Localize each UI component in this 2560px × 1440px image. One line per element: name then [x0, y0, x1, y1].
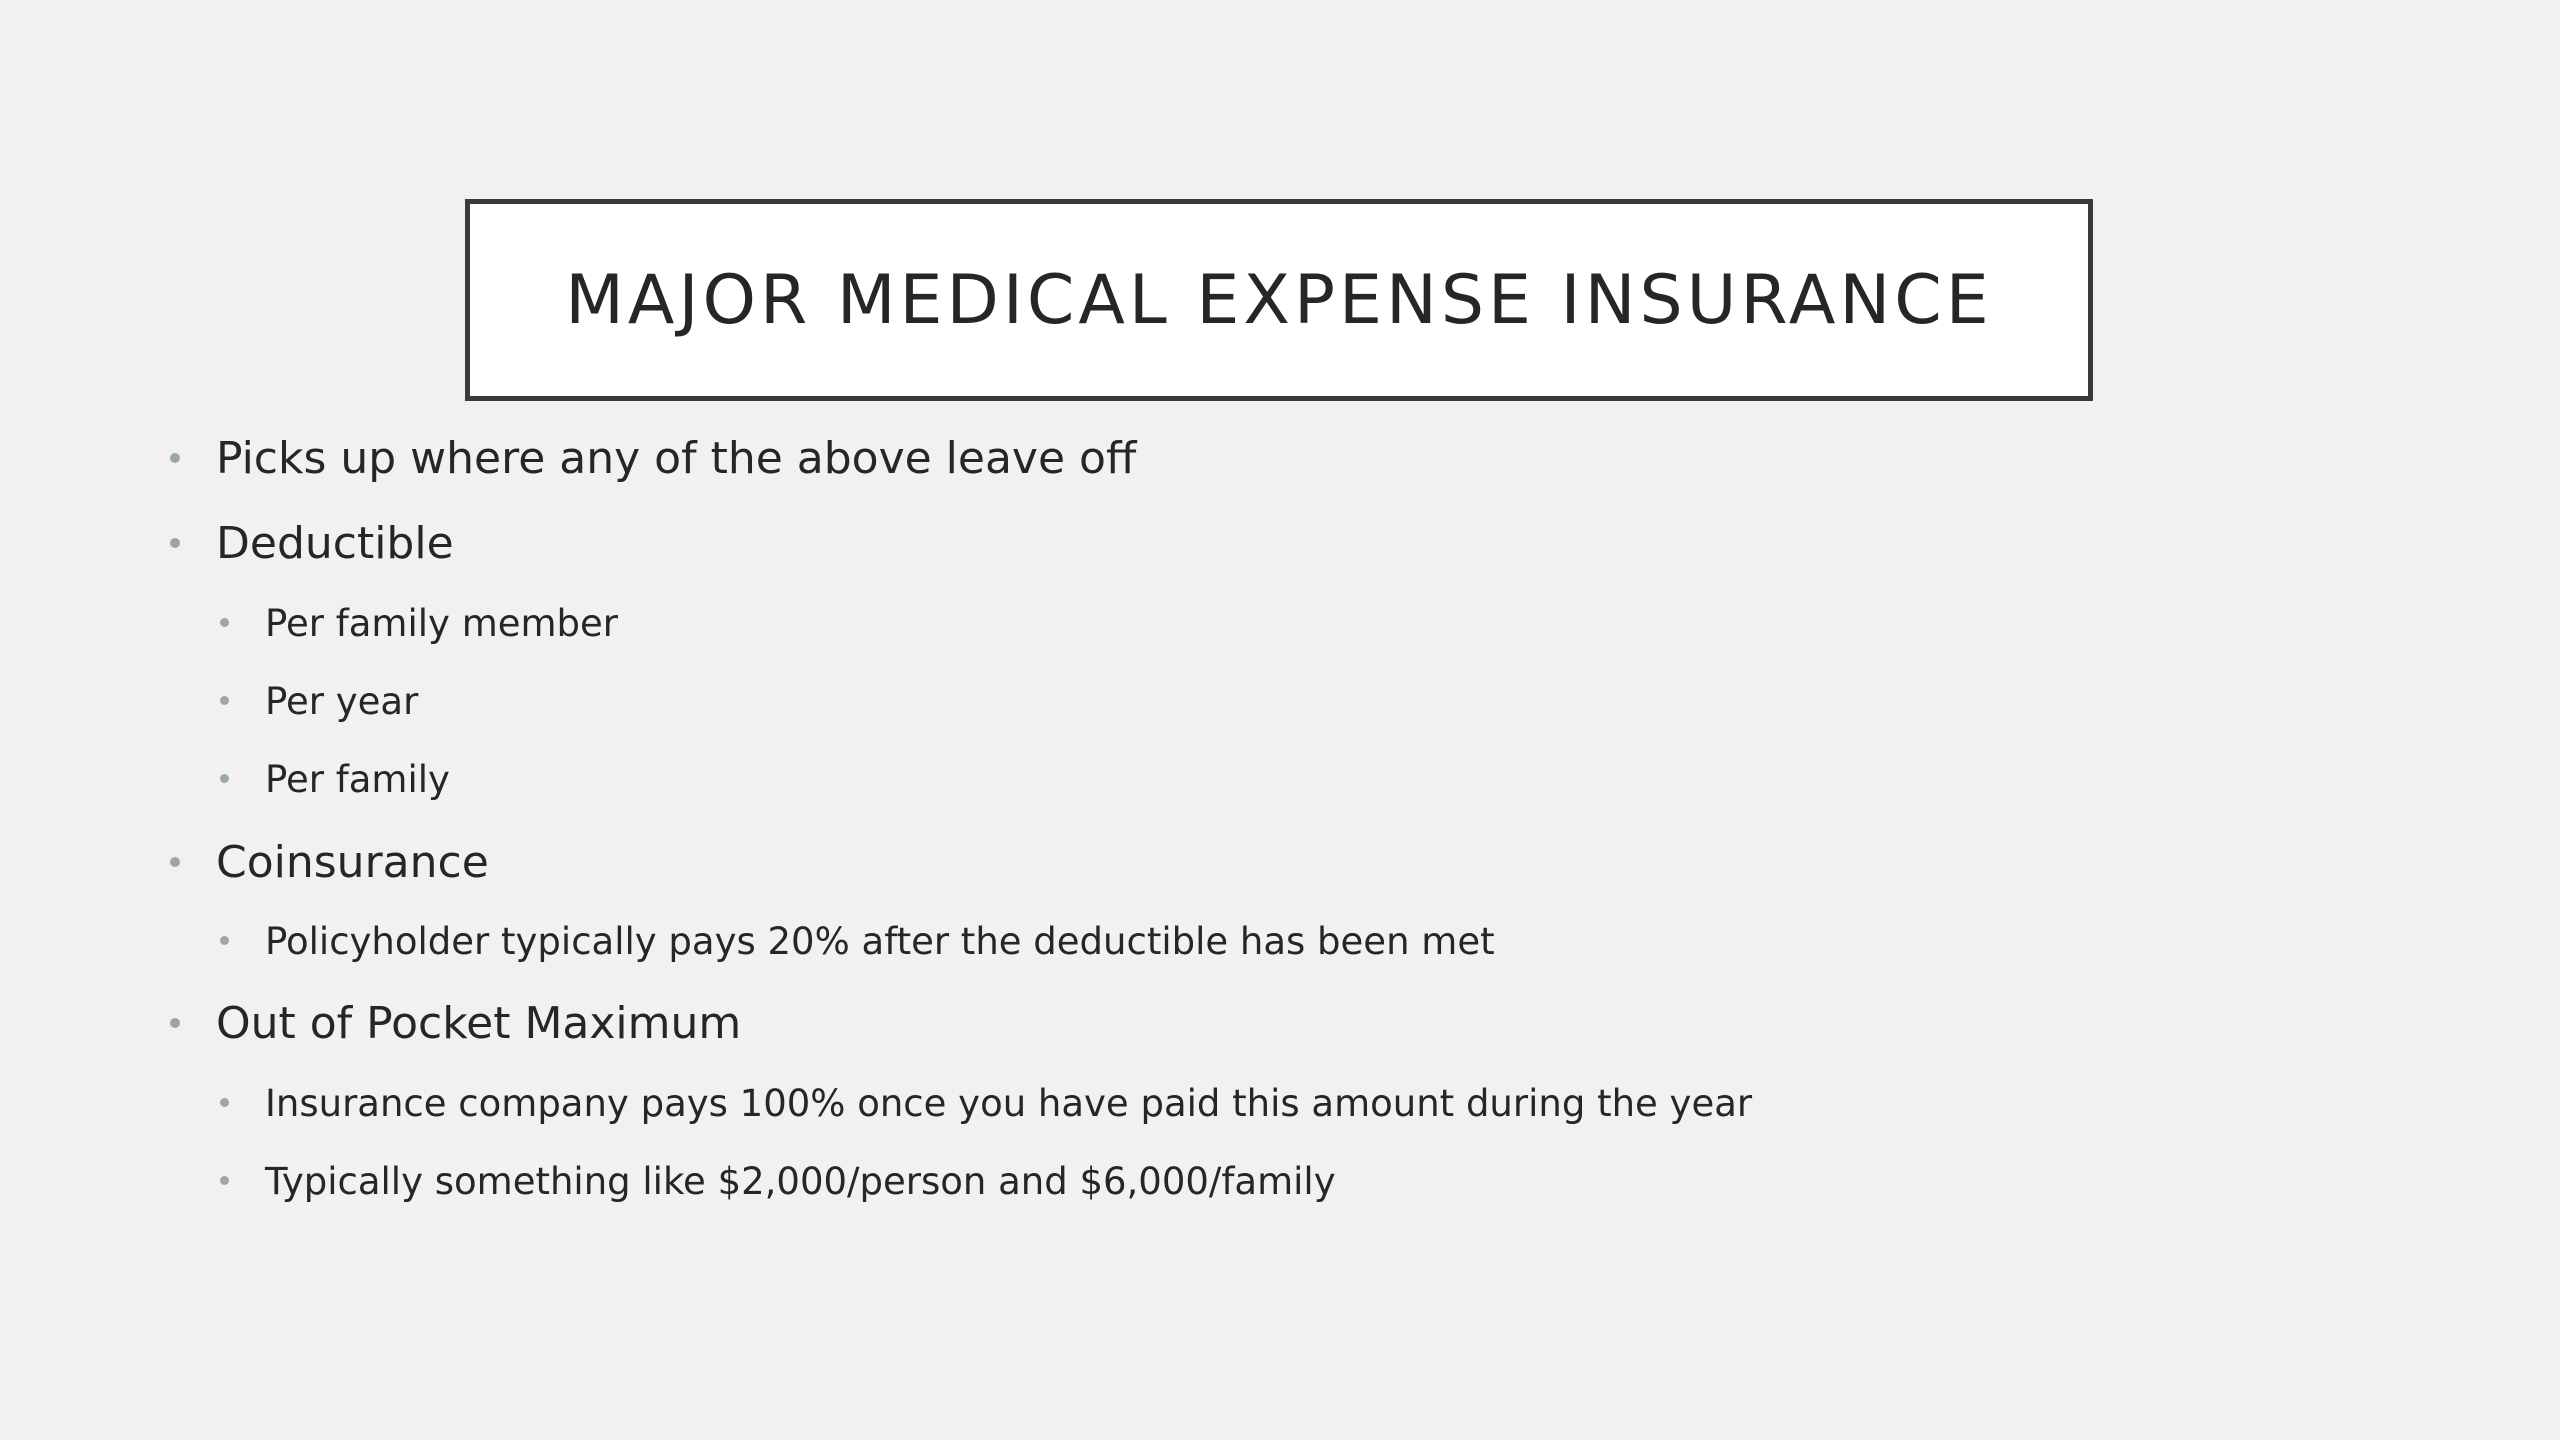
bullet-text: Typically something like $2,000/person and $6,000/family — [265, 1159, 1336, 1203]
sub-bullet-item — [265, 914, 1495, 968]
bullet-dot-icon — [220, 774, 229, 783]
bullet-text: Per family member — [265, 601, 618, 645]
bullet-dot-icon — [220, 618, 229, 627]
sub-bullet-item — [265, 1076, 1752, 1130]
bullet-dot-icon — [220, 1176, 229, 1185]
bullet-item — [216, 428, 1136, 488]
bullet-dot-icon — [220, 936, 229, 945]
bullet-item — [216, 993, 741, 1053]
bullet-dot-icon — [170, 538, 180, 548]
bullet-text: Picks up where any of the above leave off — [216, 432, 1137, 484]
bullet-dot-icon — [170, 857, 180, 867]
slide-title: MAJOR MEDICAL EXPENSE INSURANCE — [565, 260, 1993, 340]
bullet-item — [216, 513, 454, 573]
bullet-text: Per family — [265, 757, 450, 801]
bullet-dot-icon — [170, 453, 180, 463]
sub-bullet-item — [265, 596, 618, 650]
bullet-dot-icon — [170, 1018, 180, 1028]
sub-bullet-item — [265, 674, 418, 728]
bullet-text: Per year — [265, 679, 419, 723]
bullet-dot-icon — [220, 1098, 229, 1107]
bullet-text: Deductible — [216, 517, 454, 569]
bullet-text: Policyholder typically pays 20% after the deductible has been met — [265, 919, 1495, 963]
bullet-dot-icon — [220, 696, 229, 705]
bullet-text: Coinsurance — [216, 836, 489, 888]
sub-bullet-item — [265, 1154, 1336, 1208]
bullet-item — [216, 832, 489, 892]
sub-bullet-item — [265, 752, 450, 806]
bullet-text: Out of Pocket Maximum — [216, 997, 742, 1049]
bullet-text: Insurance company pays 100% once you have paid this amount during the year — [265, 1081, 1753, 1125]
